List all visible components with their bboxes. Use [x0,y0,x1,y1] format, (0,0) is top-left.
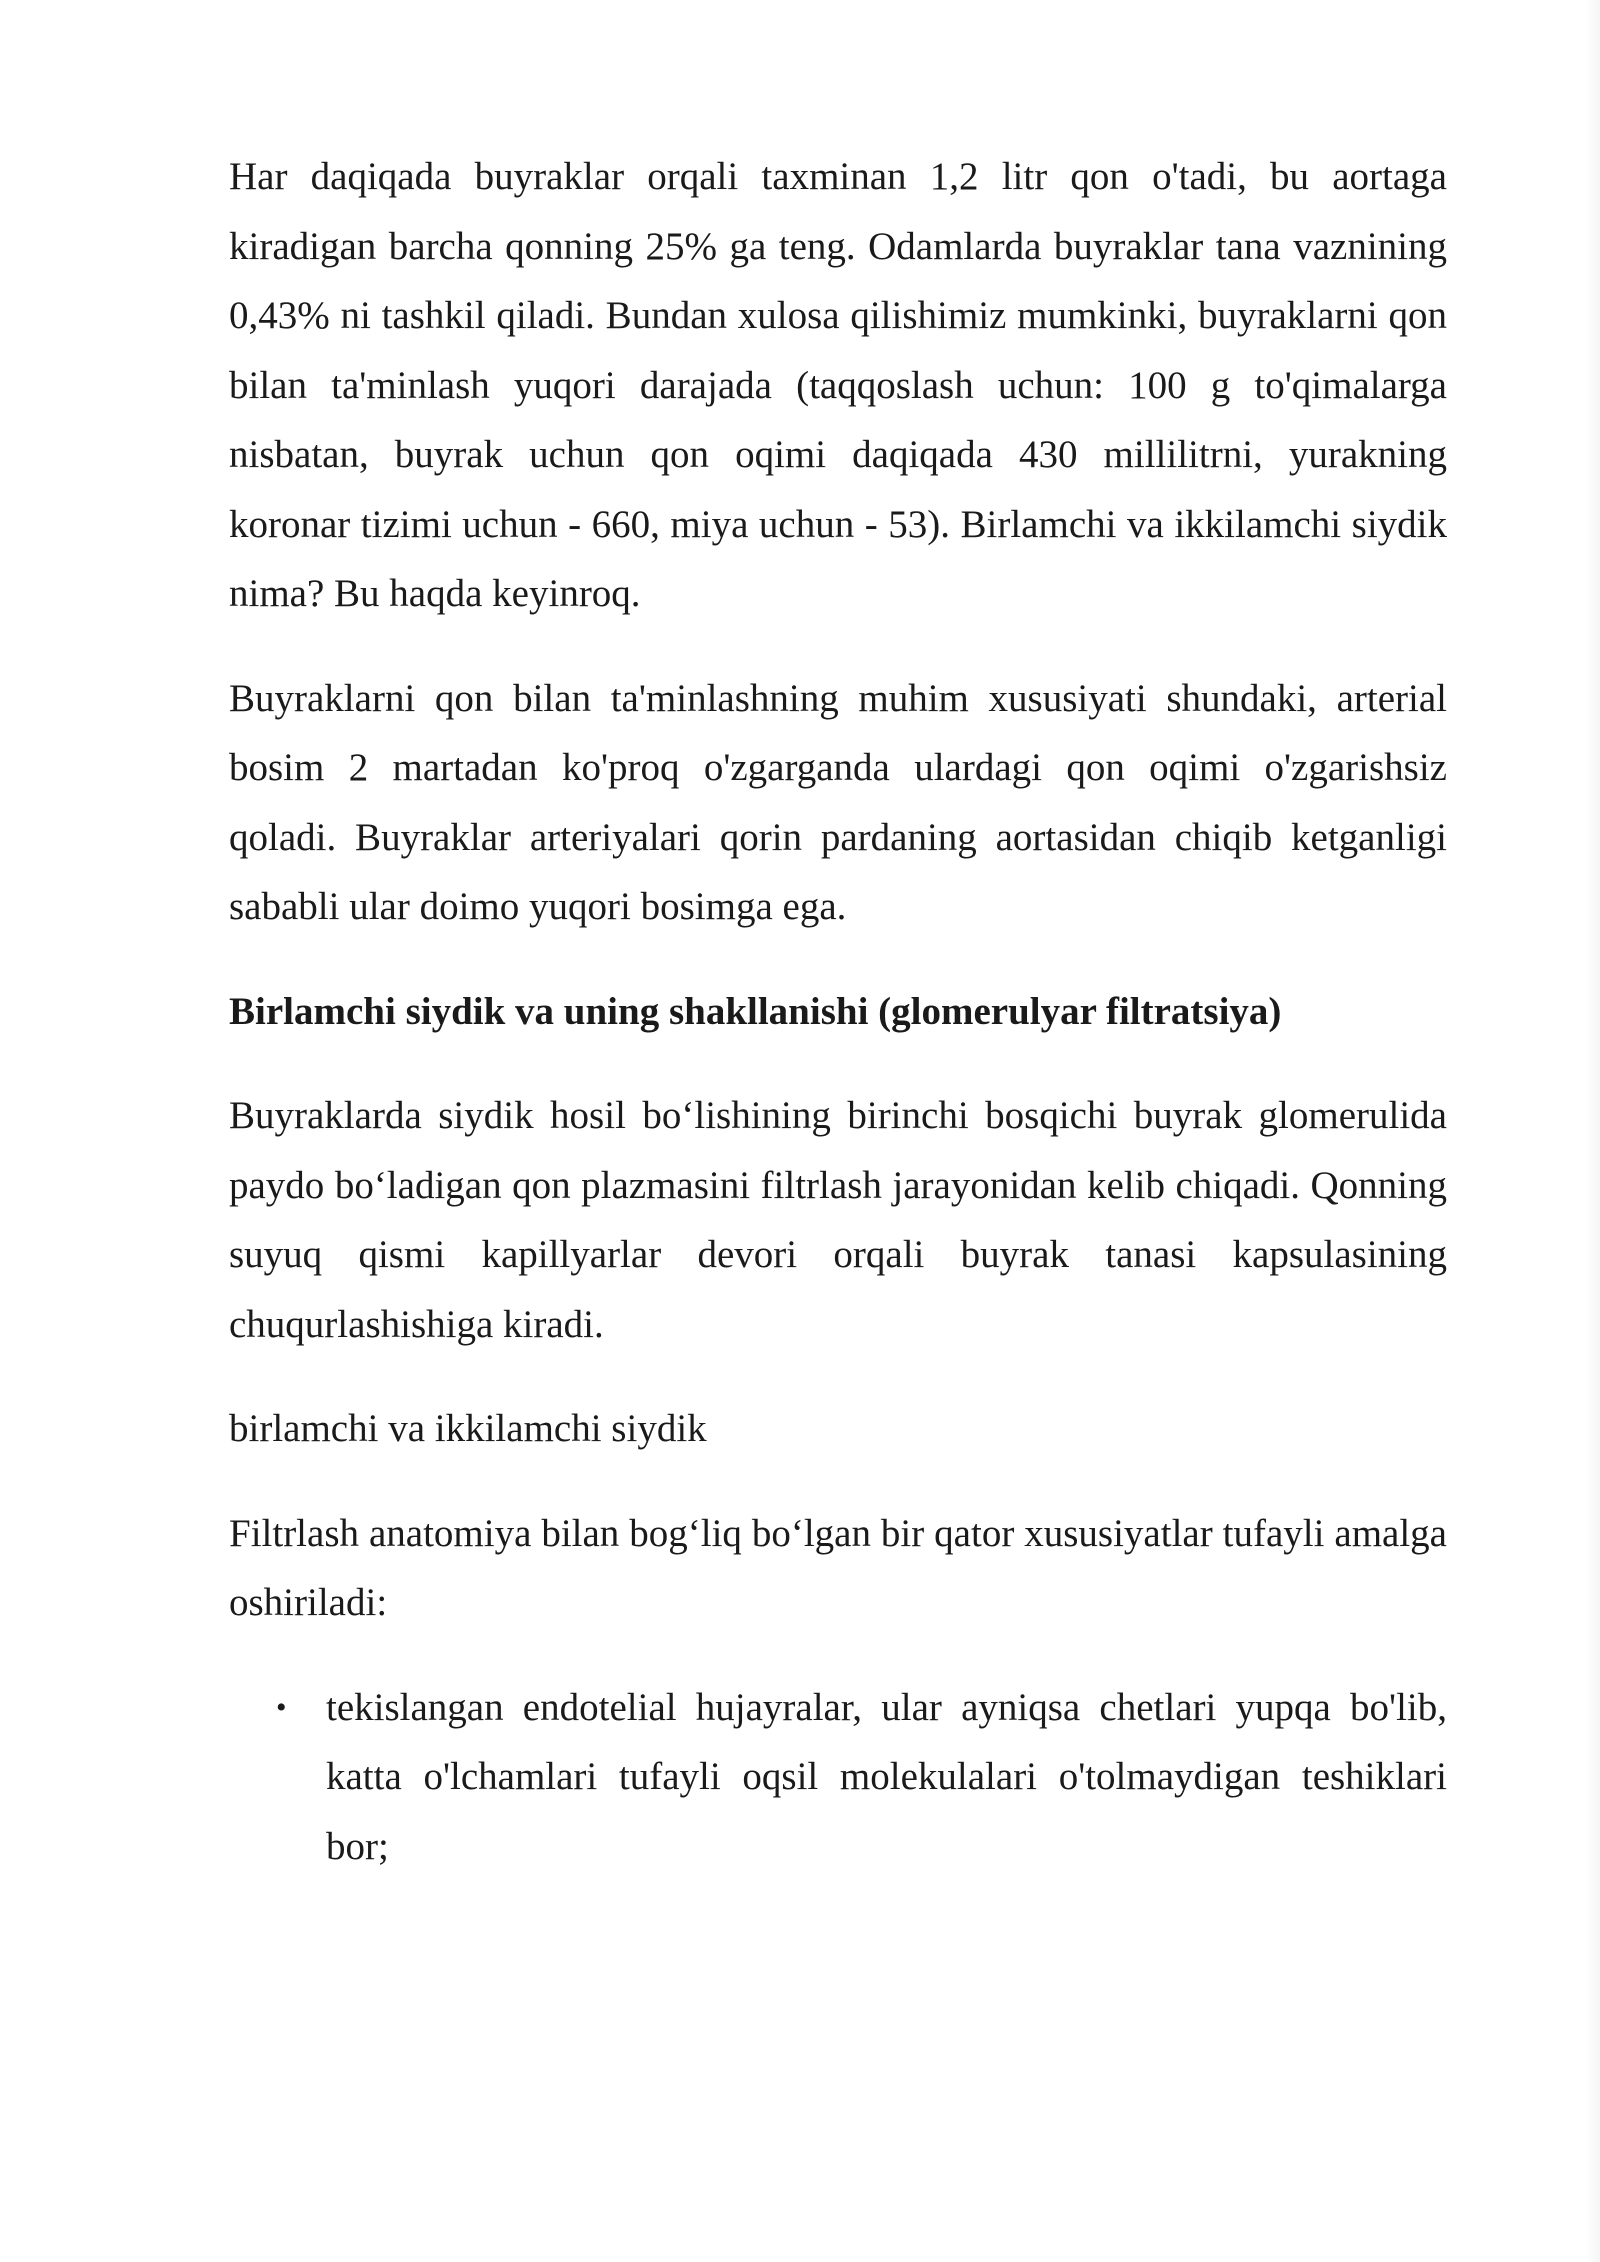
section-heading: Birlamchi siydik va uning shakllanishi (glomerulyar filtratsiya) [229,989,1282,1033]
bullet-icon: • [276,1690,287,1724]
bullet-list [229,1673,1447,1882]
body-paragraph: Buyraklarda siydik hosil bo‘lishining birinchi bosqichi buyrak glomerulida paydo bo‘ladigan qon plazmasini filtrlash jarayonidan kelib chiqadi. Qonning suyuq qismi kapillyarlar devori orqali buyrak tanasi kapsulasining chuqurlashishiga kiradi. [229,1094,1447,1346]
bullet-text: tekislangan endotelial hujayralar, ular ayniqsa chetlari yupqa bo'lib, katta o'lchamlari tufayli oqsil molekulalari o'tolmaydigan teshiklari bor; [326,1685,1447,1868]
page-edge-shadow [1586,0,1600,2262]
body-paragraph: Filtrlash anatomiya bilan bog‘liq bo‘lgan bir qator xususiyatlar tufayli amalga oshiriladi: [229,1511,1447,1624]
image-caption-text: birlamchi va ikkilamchi siydik [229,1407,707,1450]
document-body [229,142,1447,1881]
bullet-list-item [229,1673,1447,1882]
body-paragraph: Har daqiqada buyraklar orqali taxminan 1,2 litr qon o'tadi, bu aortaga kiradigan barcha qonning 25% ga teng. Odamlarda buyraklar tana vaznining 0,43% ni tashkil qiladi. Bundan xulosa qilishimiz mumkinki, buyraklarni qon bilan ta'minlash yuqori darajada (taqqoslash uchun: 100 g to'qimalarga nisbatan, buyrak uchun qon oqimi daqiqada 430 millilitrni, yurakning koronar tizimi uchun - 660, miya uchun - 53). Birlamchi va ikkilamchi siydik nima? Bu haqda keyinroq. [229,155,1447,615]
body-paragraph: Buyraklarni qon bilan ta'minlashning muhim xususiyati shundaki, arterial bosim 2 martadan ko'proq o'zgarganda ulardagi qon oqimi o'zgarishsiz qoladi. Buyraklar arteriyalari qorin pardaning aortasidan chiqib ketganligi sababli ular doimo yuqori bosimga ega. [229,676,1447,928]
